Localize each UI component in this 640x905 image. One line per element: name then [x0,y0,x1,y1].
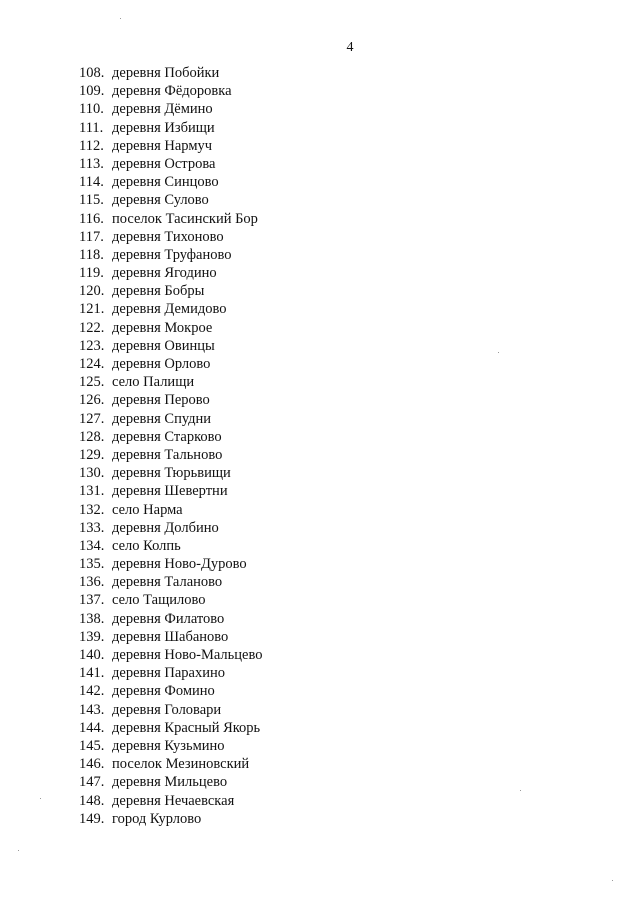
settlement-name: деревня Острова [112,155,216,172]
settlement-name: село Колпь [112,537,181,554]
list-item [79,682,262,700]
list-item [79,191,262,209]
settlement-name: деревня Филатово [112,610,225,627]
list-item [79,337,262,355]
item-number: 133. [79,519,105,536]
list-item [79,446,262,464]
list-item [79,119,262,137]
list-item [79,573,262,591]
list-item [79,628,262,646]
settlement-name: село Тащилово [112,592,206,609]
list-item [79,555,262,573]
list-item [79,719,262,737]
item-number: 123. [79,337,105,354]
scan-speck [40,798,41,799]
settlement-name: деревня Ягодино [112,265,217,282]
item-number: 144. [79,719,105,736]
item-number: 119. [79,265,104,282]
list-item [79,591,262,609]
settlement-name: деревня Демидово [112,301,227,318]
page-number: 4 [346,40,354,55]
item-number: 131. [79,483,105,500]
list-item [79,228,262,246]
item-number: 108. [79,65,105,81]
settlement-name: деревня Синцово [112,174,219,191]
item-number: 142. [79,683,105,700]
settlement-name: деревня Шабаново [112,628,229,645]
item-number: 122. [79,319,105,336]
list-item [79,810,262,828]
list-item [79,82,262,100]
list-item [79,373,262,391]
settlement-name: деревня Фёдоровка [112,83,232,100]
settlement-name: деревня Спудни [112,410,212,427]
item-number: 147. [79,774,105,791]
settlement-name: деревня Парахино [112,665,226,682]
item-number: 138. [79,610,105,627]
item-number: 129. [79,446,105,463]
settlement-name: деревня Шевертни [112,483,228,500]
list-item [79,319,262,337]
settlement-name: деревня Орлово [112,356,211,372]
list-item [79,501,262,519]
list-item [79,701,262,719]
settlement-name: поселок Мезиновский [112,756,250,773]
settlement-name: деревня Труфаново [112,246,232,263]
item-number: 124. [79,356,105,372]
list-item [79,137,262,155]
item-number: 125. [79,374,105,391]
item-number: 116. [79,210,104,227]
item-number: 132. [79,501,105,518]
list-item [79,646,262,664]
item-number: 112. [79,137,104,154]
item-number: 149. [79,810,105,827]
scan-speck [120,18,121,19]
list-item [79,246,262,264]
list-item [79,482,262,500]
settlement-name: село Нарма [112,501,183,518]
settlement-name: деревня Ново-Мальцево [112,647,263,663]
item-number: 146. [79,756,105,773]
settlement-name: деревня Овинцы [112,337,215,354]
list-item [79,300,262,318]
item-number: 114. [79,174,104,191]
list-item [79,155,262,173]
settlement-name: деревня Тихоново [112,228,224,245]
item-number: 121. [79,301,105,318]
item-number: 111. [79,119,104,136]
list-item [79,755,262,773]
settlement-name: деревня Ново-Дурово [112,556,247,573]
item-number: 143. [79,701,105,718]
list-item [79,264,262,282]
item-number: 145. [79,737,105,754]
list-item [79,173,262,191]
item-number: 110. [79,101,104,118]
settlement-name: деревня Фомино [112,683,215,700]
settlement-name: деревня Сулово [112,192,209,209]
item-number: 135. [79,556,105,573]
item-number: 141. [79,665,105,682]
list-item [79,410,262,428]
item-number: 109. [79,83,105,100]
list-item [79,464,262,482]
item-number: 136. [79,574,105,591]
settlement-name: город Курлово [112,810,202,827]
settlement-name: деревня Нармуч [112,137,213,154]
settlement-name: деревня Бобры [112,283,205,300]
list-item [79,610,262,628]
item-number: 127. [79,410,105,427]
settlement-name: деревня Красный Якорь [112,719,261,736]
settlement-name: деревня Головари [112,701,222,718]
item-number: 139. [79,628,105,645]
settlement-name: деревня Кузьмино [112,737,225,754]
list-item [79,355,262,373]
settlement-name: деревня Избищи [112,119,215,136]
scan-speck [498,352,499,353]
item-number: 115. [79,192,104,209]
settlement-name: деревня Побойки [112,65,220,81]
item-number: 118. [79,246,104,263]
settlement-name: деревня Мильцево [112,774,228,791]
item-number: 140. [79,647,105,663]
settlement-name: деревня Тюрьвищи [112,465,231,482]
settlement-name: поселок Тасинский Бор [112,210,258,227]
list-item [79,792,262,810]
scan-speck [18,850,19,851]
list-item [79,664,262,682]
settlement-name: село Палищи [112,374,195,391]
list-item [79,428,262,446]
item-number: 117. [79,228,104,245]
list-item [79,282,262,300]
list-item [79,537,262,555]
scan-speck [520,790,521,791]
list-item [79,210,262,228]
list-item [79,100,262,118]
settlement-name: деревня Дёмино [112,101,213,118]
list-item [79,737,262,755]
item-number: 130. [79,465,105,482]
settlement-name: деревня Долбино [112,519,219,536]
settlement-name: деревня Перово [112,392,210,409]
list-item [79,391,262,409]
item-number: 134. [79,537,105,554]
item-number: 148. [79,792,105,809]
settlement-name: деревня Старково [112,428,222,445]
settlement-name: деревня Тальново [112,446,223,463]
item-number: 128. [79,428,105,445]
list-item [79,64,262,82]
item-number: 126. [79,392,105,409]
item-number: 137. [79,592,105,609]
item-number: 113. [79,155,104,172]
list-item [79,519,262,537]
settlement-name: деревня Нечаевская [112,792,235,809]
settlement-list [79,64,262,828]
settlement-name: деревня Таланово [112,574,223,591]
settlement-name: деревня Мокрое [112,319,213,336]
item-number: 120. [79,283,105,300]
scan-speck [612,880,613,881]
list-item [79,773,262,791]
